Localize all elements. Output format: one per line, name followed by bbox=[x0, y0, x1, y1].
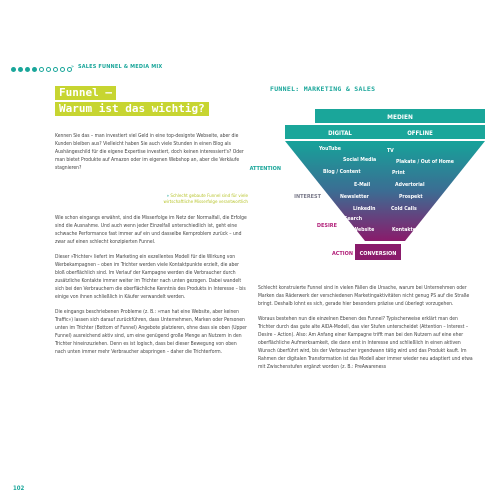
left-column-body bbox=[55, 214, 248, 363]
progress-dot bbox=[60, 67, 65, 72]
offline-item: Plakate / Out of Home bbox=[396, 159, 454, 165]
funnel-shape bbox=[285, 141, 485, 241]
breadcrumb: SALES FUNNEL & MEDIA MIX bbox=[78, 64, 163, 70]
digital-item: LinkedIn bbox=[353, 206, 376, 212]
digital-item: Social Media bbox=[343, 157, 377, 163]
stage-action-label: ACTION bbox=[331, 251, 353, 257]
progress-dot bbox=[53, 67, 58, 72]
offline-item: TV bbox=[387, 148, 394, 154]
stage-interest-label: INTEREST bbox=[294, 194, 321, 200]
digital-item: Search bbox=[344, 216, 363, 222]
offline-item: Kontakte bbox=[392, 227, 416, 233]
right-column-body bbox=[258, 284, 476, 378]
progress-dot bbox=[46, 67, 51, 72]
medien-label: MEDIEN bbox=[387, 113, 413, 121]
progress-dot bbox=[32, 67, 37, 72]
progress-dots bbox=[11, 67, 72, 72]
progress-dot bbox=[25, 67, 30, 72]
paragraph: Schlecht konstruierte Funnel sind in vielen Fällen die Ursache, warum bei Unternehmen oder Marken das Räderwerk der verschiedenen Marketingaktivitäten nicht genug PS auf die Straße bringt. Deshalb lohnt es sich, gerade hier besonders präzise und überlegt vorzugehen. bbox=[258, 285, 470, 307]
offline-column-label: OFFLINE bbox=[407, 130, 433, 137]
paragraph: Wie schon eingangs erwähnt, sind die Misserfolge im Netz der Normalfall, die Erfolge sind die Ausnahme. Und auch wenn jeder Einzelfall unterschiedlich ist, geht eine schwache Performance fast immer auf ein und dasselbe Kernproblem zurück – und zwar auf einen schlecht konzipierten Funnel. bbox=[55, 215, 247, 245]
digital-item: YouTube bbox=[319, 146, 341, 152]
paragraph: Dieser »Trichter« liefert im Marketing ein exzellentes Modell für die Wirkung von Werbekampagnen – oben im Trichter werden viele Kontaktpunkte erzielt, die aber bloß oberflächlich sind. Im Verlauf der Kampagne werden die Verbraucher durch zusätzliche Kontakte immer weiter im Trichter nach unten gezogen. Dabei wandelt sich bei den Verbrauchern die oberflächliche Kenntnis des Produkts in Interesse – bis einige von ihnen schließlich in Käufer verwandelt werden. bbox=[55, 254, 246, 300]
callout-arrow-icon: » bbox=[166, 194, 170, 199]
stage-attention-label: ATTENTION bbox=[249, 166, 281, 172]
paragraph: Kennen Sie das – man investiert viel Geld in eine top-designte Webseite, aber die Kunden bleiben aus? Vielleicht haben Sie auch viele Stunden in einen Blog als Aushängeschild für die eigene Expertise investiert, doch keinen interessiert's? Oder man bietet Produkte auf Amazon oder im eigenen Webshop an, aber die Verkäufe stagnieren? bbox=[55, 133, 244, 171]
progress-dot bbox=[39, 67, 44, 72]
digital-column-label: DIGITAL bbox=[328, 130, 352, 137]
digital-item: E-Mail bbox=[354, 182, 371, 188]
page-number: 102 bbox=[13, 485, 25, 492]
conversion-label: CONVERSION bbox=[359, 251, 397, 257]
callout-text: Schlecht gebaute Funnel sind für viele wirtschaftliche Misserfolge verantwortlich bbox=[163, 194, 248, 205]
paragraph: Die eingangs beschriebenen Probleme (z. B.: »man hat eine Website, aber keinen Traffic«) lassen sich darauf zurückführen, dass Unternehmen, Marken oder Personen unten im Trichter (Bottom of Funnel) Angebote platzieren, ohne dass sie oben (Upper Funnel) ausreichend aktiv sind, um eine genügend große Menge an Nutzern in den Trichter hineinzuziehen. Denn es ist logisch, dass bei dieser Bewegung von oben nach unten immer mehr Verbraucher abspringen – daher die Trichterform. bbox=[55, 309, 247, 355]
funnel-diagram bbox=[249, 105, 485, 265]
breadcrumb-arrow-icon: » bbox=[71, 64, 75, 70]
digital-item: Website bbox=[353, 227, 375, 233]
figure-heading: FUNNEL: MARKETING & SALES bbox=[270, 85, 376, 93]
offline-item: Advertorial bbox=[395, 182, 425, 188]
offline-item: Prospekt bbox=[399, 194, 423, 200]
columns-band bbox=[285, 125, 485, 139]
offline-item: Cold Calls bbox=[391, 206, 417, 212]
callout-quote bbox=[140, 194, 248, 206]
offline-item: Print bbox=[392, 170, 405, 176]
progress-dot bbox=[18, 67, 23, 72]
progress-dot bbox=[11, 67, 16, 72]
left-column-top bbox=[55, 132, 248, 179]
digital-item: Newsletter bbox=[340, 194, 369, 200]
page-title-line2: Warum ist das wichtig? bbox=[55, 102, 209, 116]
paragraph: Woraus bestehen nun die einzelnen Ebenen des Funnel? Typischerweise erklärt man den Trichter durch das gute alte AIDA-Modell, das vier Stufen unterscheidet (Attention – Interest – Desire – Action). Also: Am Anfang einer Kampagne trifft man bei den Nutzern auf eine eher oberflächliche Aufmerksamkeit, die dann erst in Interesse und schließlich in einen aktiven Wunsch überführt wird, bis der Verbraucher irgendwann tätig wird und das Produkt kauft. Im Rahmen der digitalen Transformation ist das Modell aber immer wieder neu adaptiert und etwa mit Zwischenstufen ergänzt worden (z. B.: PreAwareness bbox=[258, 316, 473, 370]
digital-item: Blog / Content bbox=[323, 169, 361, 175]
stage-desire-label: DESIRE bbox=[316, 223, 337, 229]
page-title-line1: Funnel – bbox=[55, 86, 116, 100]
